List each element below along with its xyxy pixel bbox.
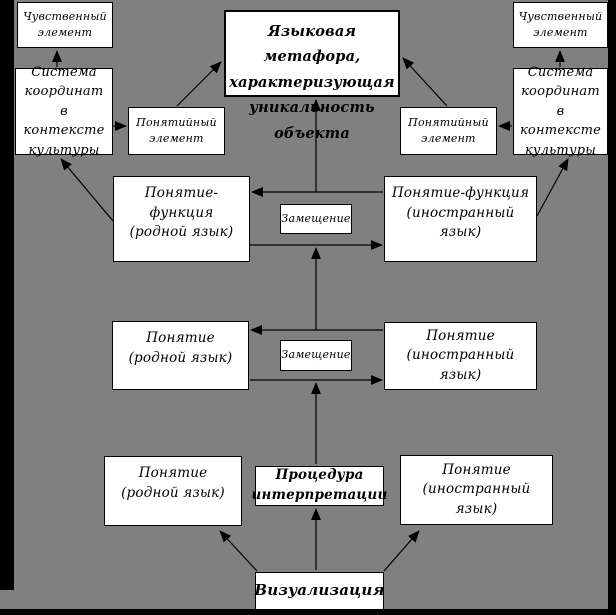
frame-left-bar	[0, 0, 14, 590]
node-notional-element-left: Понятийный элемент	[128, 107, 225, 155]
node-notional-element-right: Понятийный элемент	[400, 107, 497, 155]
node-substitution-top: Замещение	[280, 204, 352, 234]
arrow-funcforeign-to-coordsright	[537, 159, 568, 216]
node-concept-foreign-bottom: Понятие (иностранный язык)	[400, 455, 553, 525]
node-coordinate-system-right: Система координат в контексте культуры	[513, 68, 608, 155]
node-coordinate-system-left: Система координат в контексте культуры	[15, 68, 113, 155]
node-visualization: Визуализация	[255, 572, 384, 610]
node-concept-function-native: Понятие-функция (родной язык)	[113, 176, 250, 262]
arrow-notionleft-to-metaphor	[177, 62, 221, 106]
node-concept-native-bottom: Понятие (родной язык)	[104, 456, 242, 526]
arrow-notionright-to-metaphor	[403, 58, 447, 106]
node-interpretation-procedure: Процедура интерпретации	[255, 466, 384, 506]
node-substitution-bottom: Замещение	[280, 340, 352, 371]
node-concept-native: Понятие (родной язык)	[112, 321, 249, 390]
node-sensory-element-right: Чувственный элемент	[513, 2, 608, 48]
node-concept-function-foreign: Понятие-функция (иностранный язык)	[384, 176, 537, 262]
arrow-funcnative-to-coordsleft	[61, 159, 113, 221]
frame-right-bar	[608, 0, 616, 615]
arrow-visualization-to-conceptnative2	[220, 531, 257, 571]
node-concept-foreign: Понятие (иностранный язык)	[384, 322, 537, 390]
node-language-metaphor: Языковая метафора, характеризующая уникальность объекта	[224, 10, 400, 97]
arrow-visualization-to-conceptforeign2	[384, 531, 419, 571]
node-sensory-element-left: Чувственный элемент	[17, 2, 113, 48]
